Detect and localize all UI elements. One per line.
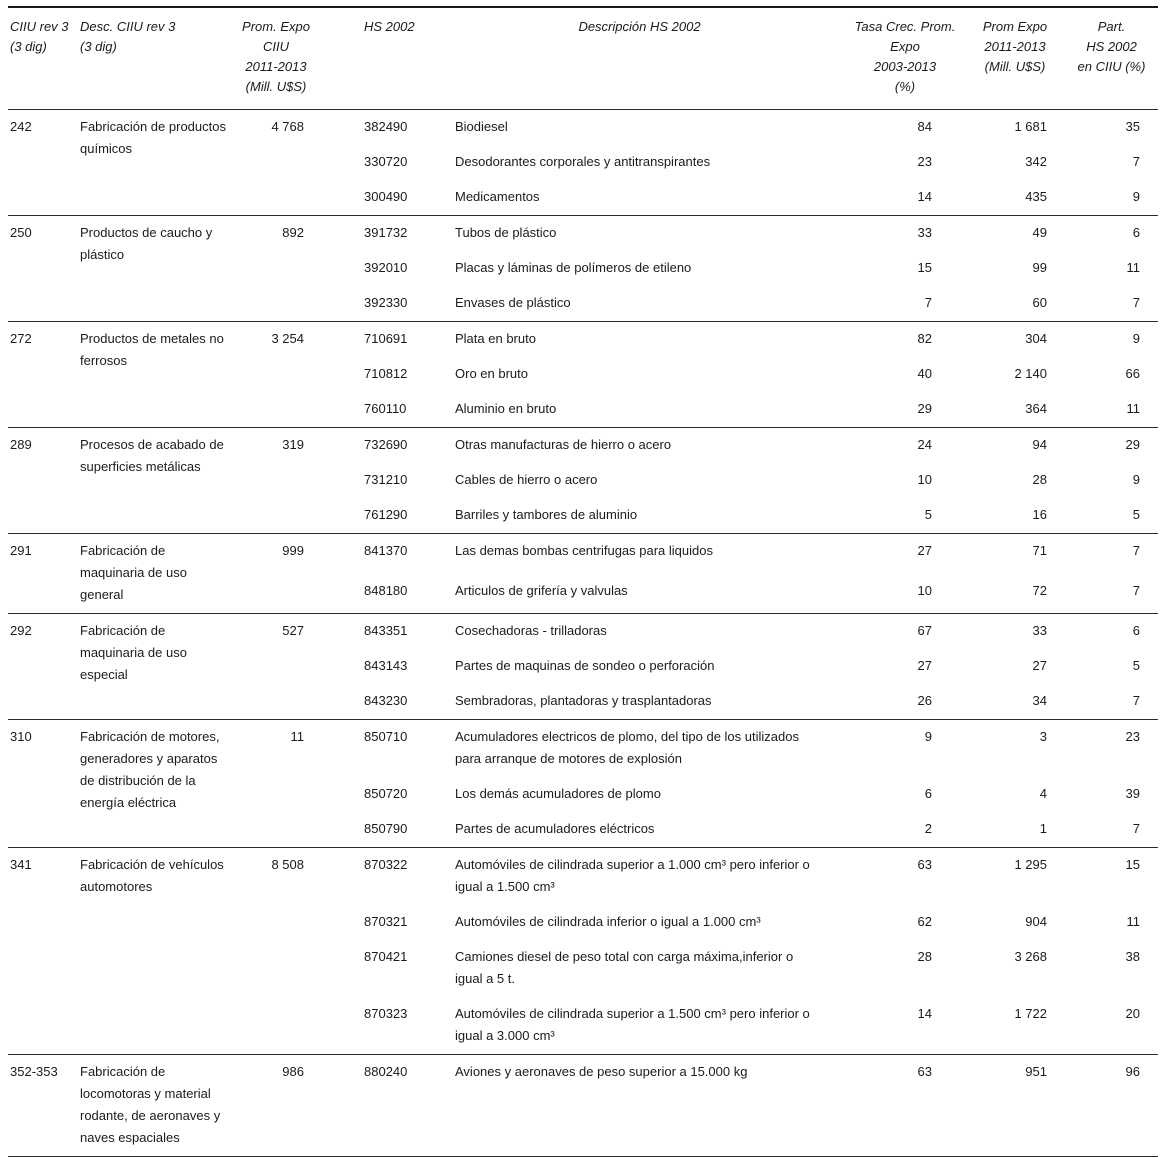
prom-expo-value: 27 (1032, 658, 1047, 673)
hs-code: 870421 (364, 949, 408, 964)
hs-code: 382490 (364, 119, 408, 134)
tasa-crec-value: 26 (917, 693, 932, 708)
hs-desc: Otras manufacturas de hierro o acero (455, 437, 672, 452)
header-line: 2003-2013 (873, 59, 937, 74)
hs-code: 300490 (364, 189, 408, 204)
part-value: 6 (1132, 623, 1140, 638)
tasa-crec-value: 10 (917, 582, 932, 598)
hs-desc: Articulos de grifería y valvulas (455, 582, 628, 598)
table-group (8, 110, 1158, 216)
ciiu-prom-expo: 892 (282, 225, 304, 240)
hs-desc: Tubos de plástico (455, 225, 557, 240)
ciiu-desc: Fabricación de maquinaria de uso general (80, 543, 187, 602)
header-line: HS 2002 (364, 19, 415, 34)
hs-code: 392010 (364, 260, 408, 275)
hs-code: 850710 (364, 729, 408, 744)
hs-code: 760110 (364, 401, 407, 416)
prom-expo-value: 60 (1032, 295, 1047, 310)
part-value: 39 (1125, 786, 1140, 801)
hs-code: 848180 (364, 582, 408, 598)
tasa-crec-value: 67 (917, 623, 932, 638)
prom-expo-value: 33 (1032, 623, 1047, 638)
tasa-crec-value: 40 (917, 366, 932, 381)
part-value: 20 (1125, 1006, 1140, 1021)
part-value: 35 (1125, 119, 1140, 134)
hs-code: 880240 (364, 1064, 408, 1079)
hs-code: 841370 (364, 543, 408, 558)
hs-desc: Partes de maquinas de sondeo o perforación (455, 658, 715, 673)
tasa-crec-value: 5 (924, 507, 932, 522)
ciiu-code: 242 (10, 119, 32, 134)
part-value: 29 (1125, 437, 1140, 452)
hs-desc: Cables de hierro o acero (455, 472, 598, 487)
table-group (8, 534, 1158, 614)
tasa-crec-value: 62 (917, 914, 932, 929)
header-line: (3 dig) (80, 39, 117, 54)
tasa-crec-value: 6 (924, 786, 932, 801)
header-line: Part. (1097, 19, 1126, 34)
header-line: Tasa Crec. Prom. Expo (854, 19, 956, 54)
hs-code: 391732 (364, 225, 408, 240)
hs-desc: Sembradoras, plantadoras y trasplantadoras (455, 693, 712, 708)
table-header (8, 6, 1158, 110)
prom-expo-value: 99 (1032, 260, 1047, 275)
prom-expo-value: 951 (1025, 1064, 1047, 1079)
hs-code: 392330 (364, 295, 408, 310)
ciiu-code: 341 (10, 857, 32, 872)
table-group (8, 428, 1158, 534)
header-tasa-crec (845, 17, 965, 97)
ciiu-prom-expo: 3 254 (271, 331, 304, 346)
ciiu-prom-expo: 8 508 (271, 857, 304, 872)
header-prom-expo-ciiu (238, 17, 314, 97)
ciiu-prom-expo: 4 768 (271, 119, 304, 134)
hs-desc: Plata en bruto (455, 331, 536, 346)
header-line: Descripción HS 2002 (578, 19, 701, 34)
prom-expo-value: 1 722 (1014, 1006, 1047, 1021)
hs-desc: Oro en bruto (455, 366, 528, 381)
ciiu-prom-expo: 986 (282, 1064, 304, 1079)
ciiu-desc: Productos de caucho y plástico (80, 225, 213, 262)
header-prom-expo (965, 17, 1065, 97)
prom-expo-value: 304 (1025, 331, 1047, 346)
part-value: 6 (1132, 225, 1140, 240)
tasa-crec-value: 84 (917, 119, 932, 134)
hs-desc: Barriles y tambores de aluminio (455, 507, 638, 522)
prom-expo-value: 34 (1032, 693, 1047, 708)
hs-desc: Biodiesel (455, 119, 508, 134)
table-body (8, 110, 1158, 1157)
table-group (8, 1055, 1158, 1157)
hs-desc: Envases de plástico (455, 295, 571, 310)
tasa-crec-value: 23 (917, 154, 932, 169)
tasa-crec-value: 27 (917, 543, 932, 558)
header-descripcion-hs (434, 17, 845, 97)
hs-code: 843143 (364, 658, 408, 673)
tasa-crec-value: 15 (917, 260, 932, 275)
hs-desc: Automóviles de cilindrada superior a 1.000 cm³ pero inferior o igual a 1.500 cm³ (455, 857, 810, 894)
part-value: 38 (1125, 949, 1140, 964)
prom-expo-value: 3 268 (1014, 949, 1047, 964)
hs-desc: Acumuladores electricos de plomo, del tipo de los utilizados para arranque de motores de explosión (455, 729, 799, 766)
hs-desc: Las demas bombas centrifugas para liquidos (455, 543, 713, 558)
ciiu-desc: Fabricación de vehículos automotores (80, 857, 224, 894)
ciiu-desc: Procesos de acabado de superficies metálicas (80, 437, 224, 474)
prom-expo-value: 2 140 (1014, 366, 1047, 381)
part-value: 7 (1132, 693, 1140, 708)
tasa-crec-value: 27 (917, 658, 932, 673)
hs-code: 843230 (364, 693, 408, 708)
header-line: (3 dig) (10, 39, 47, 54)
ciiu-prom-expo: 11 (290, 729, 304, 744)
header-line: (%) (894, 79, 916, 94)
prom-expo-value: 1 681 (1014, 119, 1047, 134)
tasa-crec-value: 28 (917, 949, 932, 964)
prom-expo-value: 71 (1032, 543, 1047, 558)
hs-desc: Camiones diesel de peso total con carga máxima,inferior o igual a 5 t. (455, 949, 794, 986)
hs-desc: Cosechadoras - trilladoras (455, 623, 607, 638)
hs-desc: Los demás acumuladores de plomo (455, 786, 661, 801)
ciiu-prom-expo: 999 (282, 543, 304, 558)
prom-expo-value: 342 (1025, 154, 1047, 169)
ciiu-desc: Fabricación de motores, generadores y aparatos de distribución de la energía eléctrica (80, 729, 220, 810)
tasa-crec-value: 63 (917, 857, 932, 872)
part-value: 23 (1125, 729, 1140, 744)
header-line: HS 2002 (1086, 39, 1137, 54)
ciiu-desc: Fabricación de maquinaria de uso especial (80, 623, 187, 682)
tasa-crec-value: 14 (917, 1006, 932, 1021)
prom-expo-value: 16 (1032, 507, 1047, 522)
prom-expo-value: 72 (1032, 582, 1047, 598)
table-group (8, 216, 1158, 322)
tasa-crec-value: 24 (917, 437, 932, 452)
tasa-crec-value: 2 (924, 821, 932, 836)
hs-desc: Aluminio en bruto (455, 401, 557, 416)
hs-code: 732690 (364, 437, 408, 452)
ciiu-code: 292 (10, 623, 32, 638)
prom-expo-value: 4 (1039, 786, 1047, 801)
hs-code: 870322 (364, 857, 408, 872)
header-line: 2011-2013 (984, 39, 1046, 54)
part-value: 5 (1132, 658, 1140, 673)
hs-code: 870323 (364, 1006, 408, 1021)
hs-code: 850790 (364, 821, 408, 836)
table-group (8, 322, 1158, 428)
tasa-crec-value: 29 (917, 401, 932, 416)
hs-code: 710812 (364, 366, 408, 381)
ciiu-code: 272 (10, 331, 32, 346)
hs-code: 843351 (364, 623, 408, 638)
part-value: 9 (1132, 472, 1140, 487)
header-hs-2002 (314, 17, 434, 97)
part-value: 7 (1132, 582, 1140, 598)
hs-code: 731210 (364, 472, 408, 487)
tasa-crec-value: 82 (917, 331, 932, 346)
ciiu-desc: Fabricación de locomotoras y material rodante, de aeronaves y naves espaciales (80, 1064, 221, 1145)
part-value: 66 (1125, 366, 1140, 381)
hs-code: 850720 (364, 786, 408, 801)
ciiu-code: 310 (10, 729, 32, 744)
hs-desc: Automóviles de cilindrada inferior o igual a 1.000 cm³ (455, 914, 761, 929)
ciiu-desc: Fabricación de productos químicos (80, 119, 226, 156)
export-table (8, 6, 1158, 1157)
header-line: Desc. CIIU rev 3 (80, 19, 176, 34)
hs-desc: Medicamentos (455, 189, 540, 204)
prom-expo-value: 1 (1039, 821, 1047, 836)
prom-expo-value: 49 (1032, 225, 1047, 240)
table-group (8, 614, 1158, 720)
part-value: 11 (1126, 401, 1140, 416)
part-value: 5 (1132, 507, 1140, 522)
part-value: 96 (1125, 1064, 1140, 1079)
part-value: 11 (1126, 914, 1140, 929)
hs-code: 761290 (364, 507, 408, 522)
tasa-crec-value: 33 (917, 225, 932, 240)
hs-desc: Desodorantes corporales y antitranspirantes (455, 154, 711, 169)
part-value: 15 (1125, 857, 1140, 872)
tasa-crec-value: 10 (917, 472, 932, 487)
header-line: Prom. Expo CIIU (242, 19, 310, 54)
prom-expo-value: 3 (1039, 729, 1047, 744)
ciiu-prom-expo: 527 (282, 623, 304, 638)
ciiu-prom-expo: 319 (282, 437, 304, 452)
header-line: en CIIU (%) (1077, 59, 1146, 74)
table-group (8, 720, 1158, 848)
hs-desc: Automóviles de cilindrada superior a 1.500 cm³ pero inferior o igual a 3.000 cm³ (455, 1006, 810, 1043)
header-part-hs (1065, 17, 1158, 97)
part-value: 7 (1132, 295, 1140, 310)
header-line: (Mill. U$S) (245, 79, 307, 94)
part-value: 11 (1126, 260, 1140, 275)
tasa-crec-value: 14 (917, 189, 932, 204)
ciiu-code: 352-353 (10, 1064, 58, 1079)
prom-expo-value: 28 (1032, 472, 1047, 487)
ciiu-code: 250 (10, 225, 32, 240)
hs-code: 870321 (364, 914, 408, 929)
part-value: 7 (1132, 543, 1140, 558)
header-desc-ciiu (80, 17, 238, 97)
part-value: 7 (1132, 821, 1140, 836)
ciiu-desc: Productos de metales no ferrosos (80, 331, 224, 368)
ciiu-code: 289 (10, 437, 32, 452)
hs-desc: Placas y láminas de polímeros de etileno (455, 260, 692, 275)
part-value: 9 (1132, 331, 1140, 346)
part-value: 9 (1132, 189, 1140, 204)
table-group (8, 848, 1158, 1055)
prom-expo-value: 1 295 (1014, 857, 1047, 872)
header-line: CIIU rev 3 (10, 19, 69, 34)
ciiu-code: 291 (10, 543, 32, 558)
tasa-crec-value: 7 (924, 295, 932, 310)
prom-expo-value: 364 (1025, 401, 1047, 416)
header-line: 2011-2013 (245, 59, 307, 74)
header-line: (Mill. U$S) (984, 59, 1046, 74)
part-value: 7 (1132, 154, 1140, 169)
prom-expo-value: 435 (1025, 189, 1047, 204)
hs-desc: Aviones y aeronaves de peso superior a 15.000 kg (455, 1064, 748, 1079)
hs-code: 710691 (364, 331, 408, 346)
header-line: Prom Expo (982, 19, 1048, 34)
tasa-crec-value: 9 (924, 729, 932, 744)
prom-expo-value: 94 (1032, 437, 1047, 452)
hs-code: 330720 (364, 154, 408, 169)
hs-desc: Partes de acumuladores eléctricos (455, 821, 655, 836)
prom-expo-value: 904 (1025, 914, 1047, 929)
tasa-crec-value: 63 (917, 1064, 932, 1079)
header-ciiu-rev3 (8, 17, 80, 97)
